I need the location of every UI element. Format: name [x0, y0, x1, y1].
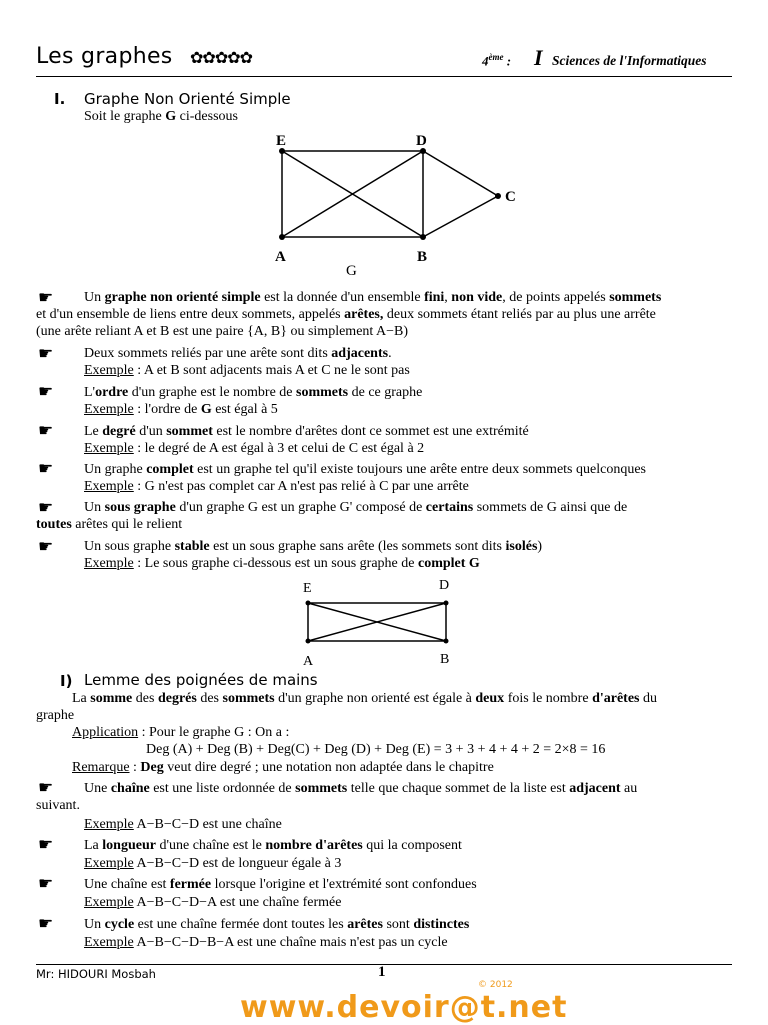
application-line: Application : Pour le graphe G : On a : — [72, 725, 290, 740]
def-length: La longueur d'une chaîne est le nombre d'arêtes qui la composent — [84, 838, 462, 853]
section-title: Lemme des poignées de mains — [84, 671, 318, 689]
vertex-label-a: A — [275, 249, 286, 265]
bullet-icon: ☛ — [38, 459, 54, 478]
section-number: I) — [60, 672, 73, 690]
author-name: Mr: HIDOURI Mosbah — [36, 967, 156, 981]
example-complete: Exemple : G n'est pas complet car A n'est pas relié à C par une arrête — [84, 479, 469, 494]
def-closed-chain: Une chaîne est fermée lorsque l'origine et l'extrémité sont confondues — [84, 877, 477, 892]
bullet-icon: ☛ — [38, 914, 54, 933]
example-length: Exemple A−B−C−D est de longueur égale à 3 — [84, 856, 342, 871]
bullet-icon: ☛ — [38, 344, 54, 363]
vertex-label-e: E — [276, 133, 287, 149]
vertex-label-d: D — [439, 578, 450, 593]
document-title: Les graphes — [36, 44, 173, 69]
class-level: 4ème : — [482, 52, 512, 69]
page-number: 1 — [378, 964, 386, 980]
header-ornament: ✿✿✿✿✿ — [190, 50, 253, 67]
def-subgraph-line1: Un sous graphe d'un graphe G est un graphe G' composé de certains sommets de G ainsi que de — [84, 500, 628, 515]
page-header — [36, 40, 732, 76]
lemma-line1: La somme des degrés des sommets d'un graphe non orienté est égale à deux fois le nombre d'arêtes du — [72, 691, 657, 706]
bullet-icon: ☛ — [38, 537, 54, 556]
watermark-logo: www.devoir@t.net — [240, 990, 568, 1025]
vertex-d — [444, 601, 449, 606]
def-order: L'ordre d'un graphe est le nombre de sommets de ce graphe — [84, 385, 423, 400]
header-rule — [36, 76, 732, 77]
def-cycle: Un cycle est une chaîne fermée dont toutes les arêtes sont distinctes — [84, 917, 470, 932]
vertex-b — [444, 639, 449, 644]
lemma-line2: graphe — [36, 708, 75, 723]
def-adjacent: Deux sommets reliés par une arête sont dits adjacents. — [84, 346, 392, 361]
watermark-year: © 2012 — [478, 980, 513, 990]
intro-text: Soit le graphe G ci-dessous — [84, 109, 238, 124]
header-roman-numeral: I — [534, 45, 543, 70]
example-order: Exemple : l'ordre de G est égal à 5 — [84, 402, 278, 417]
vertex-label-c: C — [505, 189, 516, 205]
bullet-icon: ☛ — [38, 421, 54, 440]
example-closed-chain: Exemple A−B−C−D−A est une chaîne fermée — [84, 895, 342, 910]
def-chain-line2: suivant. — [36, 798, 80, 813]
vertex-label-b: B — [440, 652, 450, 667]
graph-caption: G — [346, 263, 357, 278]
def-chain-line1: Une chaîne est une liste ordonnée de sommets telle que chaque sommet de la liste est adjacent au — [84, 781, 638, 796]
bullet-icon: ☛ — [38, 498, 54, 517]
example-adjacent: Exemple : A et B sont adjacents mais A et C ne le sont pas — [84, 363, 410, 378]
example-degree: Exemple : le degré de A est égal à 3 et celui de C est égal à 2 — [84, 441, 425, 456]
def-graph-line3: (une arête reliant A et B est une paire {A, B} ou simplement A−B) — [36, 324, 409, 339]
vertex-label-d: D — [416, 133, 427, 149]
degree-sum-formula: Deg (A) + Deg (B) + Deg(C) + Deg (D) + Deg (E) = 3 + 3 + 4 + 4 + 2 = 2×8 = 16 — [146, 742, 606, 757]
section-number: I. — [54, 90, 66, 108]
example-stable: Exemple : Le sous graphe ci-dessous est un sous graphe de complet G — [84, 556, 480, 571]
vertex-label-a: A — [303, 654, 314, 669]
bullet-icon: ☛ — [38, 288, 54, 307]
bullet-icon: ☛ — [38, 778, 54, 797]
def-degree: Le degré d'un sommet est le nombre d'arêtes dont ce sommet est une extrémité — [84, 424, 529, 439]
vertex-e — [306, 601, 311, 606]
bullet-icon: ☛ — [38, 382, 54, 401]
def-graph-line2: et d'un ensemble de liens entre deux sommets, appelés arêtes, deux sommets étant reliés par au plus une arrête — [36, 307, 656, 322]
graph-g-figure — [260, 128, 530, 278]
example-cycle: Exemple A−B−C−D−B−A est une chaîne mais n'est pas un cycle — [84, 935, 448, 950]
vertex-a — [306, 639, 311, 644]
vertex-a — [279, 234, 285, 240]
subject-name: Sciences de l'Informatiques — [552, 53, 707, 68]
vertex-b — [420, 234, 426, 240]
example-chain: Exemple A−B−C−D est une chaîne — [84, 817, 282, 832]
edge-d-c — [423, 151, 498, 196]
bullet-icon: ☛ — [38, 835, 54, 854]
vertex-label-b: B — [417, 249, 428, 265]
subgraph-figure — [296, 574, 466, 670]
def-stable: Un sous graphe stable est un sous graphe sans arête (les sommets sont dits isolés) — [84, 539, 543, 554]
def-subgraph-line2: toutes arêtes qui le relient — [36, 517, 183, 532]
def-graph-line1: Un graphe non orienté simple est la donnée d'un ensemble fini, non vide, de points appelés sommets — [84, 290, 662, 305]
section-title: Graphe Non Orienté Simple — [84, 90, 291, 108]
vertex-label-e: E — [303, 581, 312, 596]
def-complete: Un graphe complet est un graphe tel qu'il existe toujours une arête entre deux sommets quelconques — [84, 462, 646, 477]
vertex-c — [495, 193, 501, 199]
bullet-icon: ☛ — [38, 874, 54, 893]
remark-line: Remarque : Deg veut dire degré ; une notation non adaptée dans le chapitre — [72, 760, 494, 775]
edge-b-c — [423, 196, 498, 237]
